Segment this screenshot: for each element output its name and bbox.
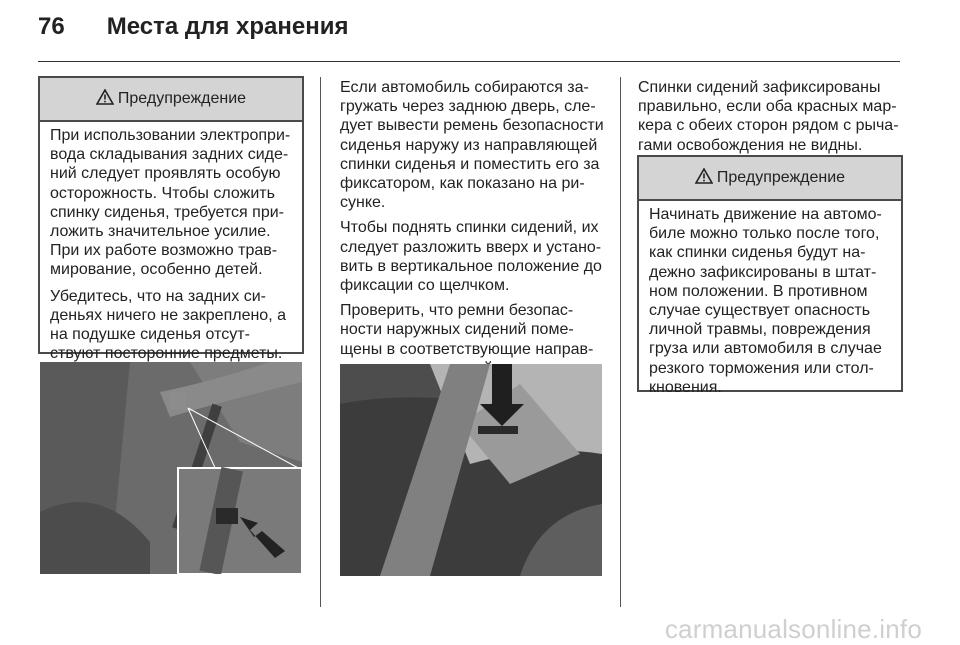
page-header (38, 12, 348, 42)
intro-text (638, 78, 906, 161)
paragraph: Спинки сидений зафиксированы правильно, если оба красных мар-кера с обеих сторон рядом с рыча-гами освобождения не видны. (638, 79, 899, 154)
paragraph: Проверить, что ремни безопас-ности наружных сидений поме-щены в соответствующие направ- (340, 302, 594, 358)
warning-paragraph: Начинать движение на автомо-биле можно только после того, как спинки сиденья будут на-дежно зафиксированы в штат-ном положении. В противном случае существует опасность личной травмы, повреждения груза или автомобиля в случае резкого торможения или стол-кновения. (649, 206, 882, 396)
seatback-release-illustration (340, 364, 602, 576)
warning-header (639, 157, 901, 201)
column-divider-right (620, 77, 621, 607)
warning-paragraph: При использовании электропри-вода складывания задних сиде-ний следует проявлять особую осторожность. Чтобы сложить спинку сиденья, требуется при-ложить значительное усилие. При их работе возможно трав-мирование, особенно детей. (50, 127, 291, 279)
warning-header (40, 78, 302, 122)
warning-title: Предупреждение (117, 90, 247, 107)
warning-box-right (637, 155, 903, 396)
instructions-text (340, 78, 608, 384)
paragraph: Чтобы поднять спинки сидений, их следует разложить вверх и устано-вить в вертикальное положение до фиксации со щелчком. (340, 219, 602, 295)
header-divider (38, 61, 900, 62)
seatbelt-guide-illustration (40, 362, 302, 574)
warning-box-left (38, 76, 304, 363)
warning-body (639, 201, 901, 412)
page-number: 76 (38, 13, 65, 40)
watermark: carmanualsonline.info (664, 614, 922, 644)
warning-triangle-icon (96, 89, 118, 110)
page-title: Места для хранения (106, 13, 349, 40)
warning-body (40, 122, 302, 378)
warning-triangle-icon (695, 168, 717, 189)
warning-title: Предупреждение (716, 169, 846, 186)
column-divider-left (320, 77, 321, 607)
warning-paragraph: Убедитесь, что на задних си-деньях ничего не закреплено, а на подушке сиденья отсут-ствуют посторонние предметы. (50, 287, 286, 363)
paragraph: Если автомобиль собираются за-гружать через заднюю дверь, сле-дует вывести ремень безопасности сиденья наружу из направляющей спинки сиденья и поместить его за фиксатором, как показано на ри-сунке. (340, 79, 604, 212)
